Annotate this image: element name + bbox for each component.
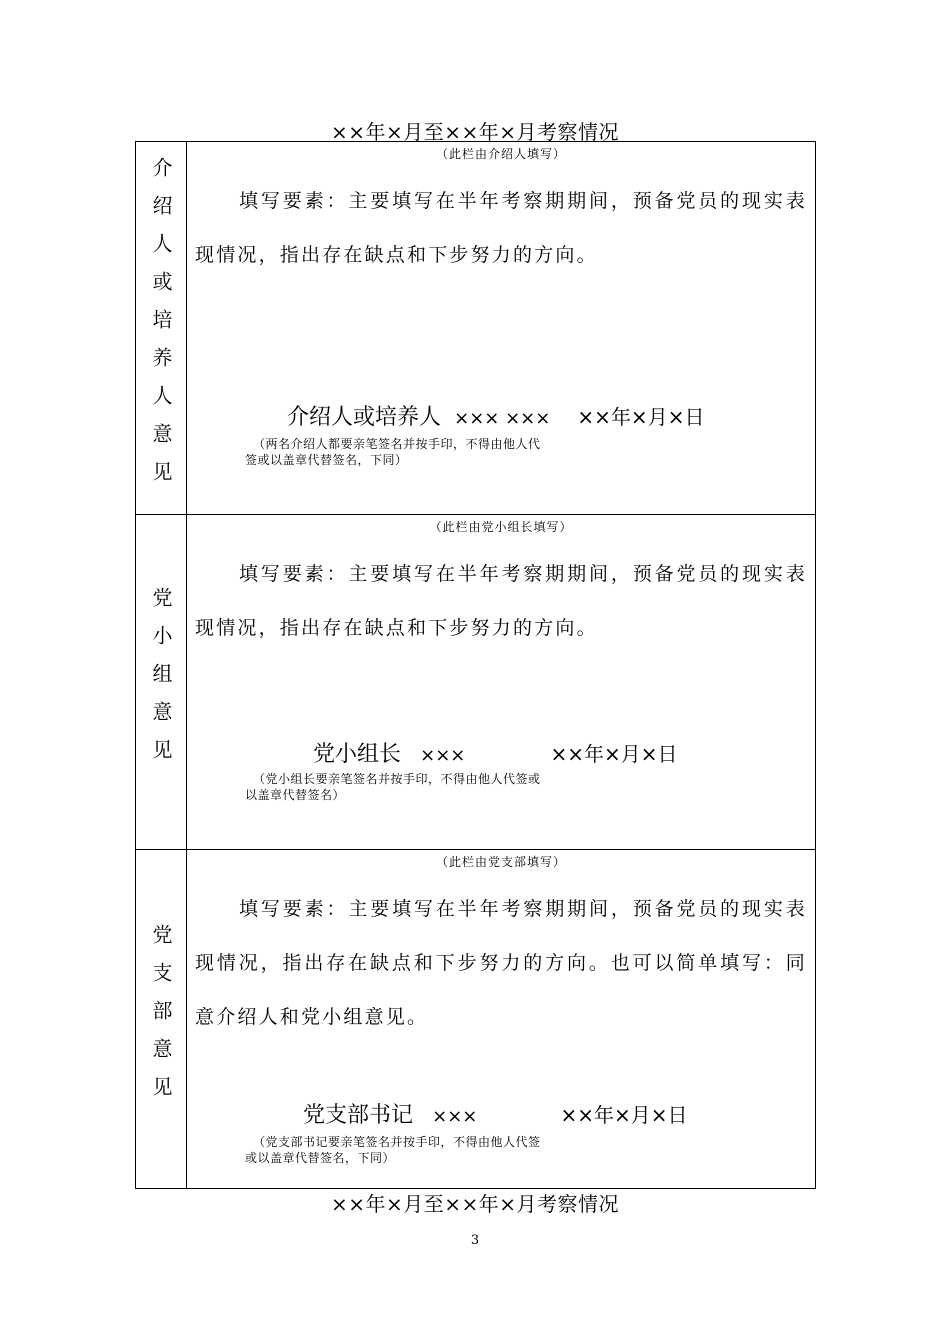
signature-role: 党支部书记 xyxy=(303,1103,414,1128)
signature-line xyxy=(313,737,677,768)
section-party-branch-opinion xyxy=(136,850,815,1188)
signature-names: ××× xyxy=(432,1106,478,1127)
fill-requirements-text: 填写要素：主要填写在半年考察期期间，预备党员的现实表现情况，指出存在缺点和下步努力的方向。也可以简单填写：同意介绍人和党小组意见。 xyxy=(195,898,807,1028)
section-label-cell xyxy=(136,515,187,849)
fill-instruction-note: （此栏由党小组长填写） xyxy=(429,520,573,534)
section-content-cell[interactable] xyxy=(187,850,815,1188)
signature-note-line-2: 签或以盖章代替签名，下同） xyxy=(245,453,408,467)
section-party-group-opinion xyxy=(136,515,815,850)
section-label: 党支部意见 xyxy=(149,924,173,1114)
page-number: 3 xyxy=(470,1233,480,1248)
signature-date: ××年×月×日 xyxy=(560,1103,688,1127)
page-heading-top: ××年×月至××年×月考察情况 xyxy=(330,120,620,144)
signature-note-line-2: 以盖章代替签名） xyxy=(245,788,346,802)
signature-names: ××× xyxy=(420,745,466,766)
signature-note-line-2: 或以盖章代替签名，下同） xyxy=(245,1151,396,1165)
signature-note-line-1: （两名介绍人都要亲笔签名并按手印，不得由他人代 xyxy=(253,437,541,451)
section-content-cell[interactable] xyxy=(187,515,815,849)
section-label-cell xyxy=(136,850,187,1188)
fill-requirements-text: 填写要素：主要填写在半年考察期期间，预备党员的现实表现情况，指出存在缺点和下步努力的方向。 xyxy=(195,190,807,266)
section-label-cell xyxy=(136,142,187,514)
section-content-cell[interactable] xyxy=(187,142,815,514)
signature-note-line-1: （党支部书记要亲笔签名并按手印，不得由他人代签 xyxy=(253,1135,541,1149)
signature-names: ××× ××× xyxy=(454,408,551,429)
fill-instruction-note: （此栏由介绍人填写） xyxy=(435,147,566,161)
section-label: 党小组意见 xyxy=(149,587,173,777)
section-label: 介绍人或培养人意见 xyxy=(149,157,173,499)
fill-requirements-text: 填写要素：主要填写在半年考察期期间，预备党员的现实表现情况，指出存在缺点和下步努力的方向。 xyxy=(195,563,807,639)
signature-line xyxy=(303,1098,687,1129)
fill-instruction-note: （此栏由党支部填写） xyxy=(435,855,566,869)
signature-note-line-1: （党小组长要亲笔签名并按手印，不得由他人代签或 xyxy=(253,772,541,786)
assessment-table xyxy=(135,141,816,1189)
signature-role: 介绍人或培养人 xyxy=(287,405,442,430)
signature-date: ××年×月×日 xyxy=(577,405,705,429)
section-introducer-opinion xyxy=(136,142,815,515)
signature-role: 党小组长 xyxy=(313,742,402,767)
signature-line xyxy=(287,400,704,431)
signature-date: ××年×月×日 xyxy=(550,742,678,766)
page-heading-bottom: ××年×月至××年×月考察情况 xyxy=(330,1192,620,1216)
